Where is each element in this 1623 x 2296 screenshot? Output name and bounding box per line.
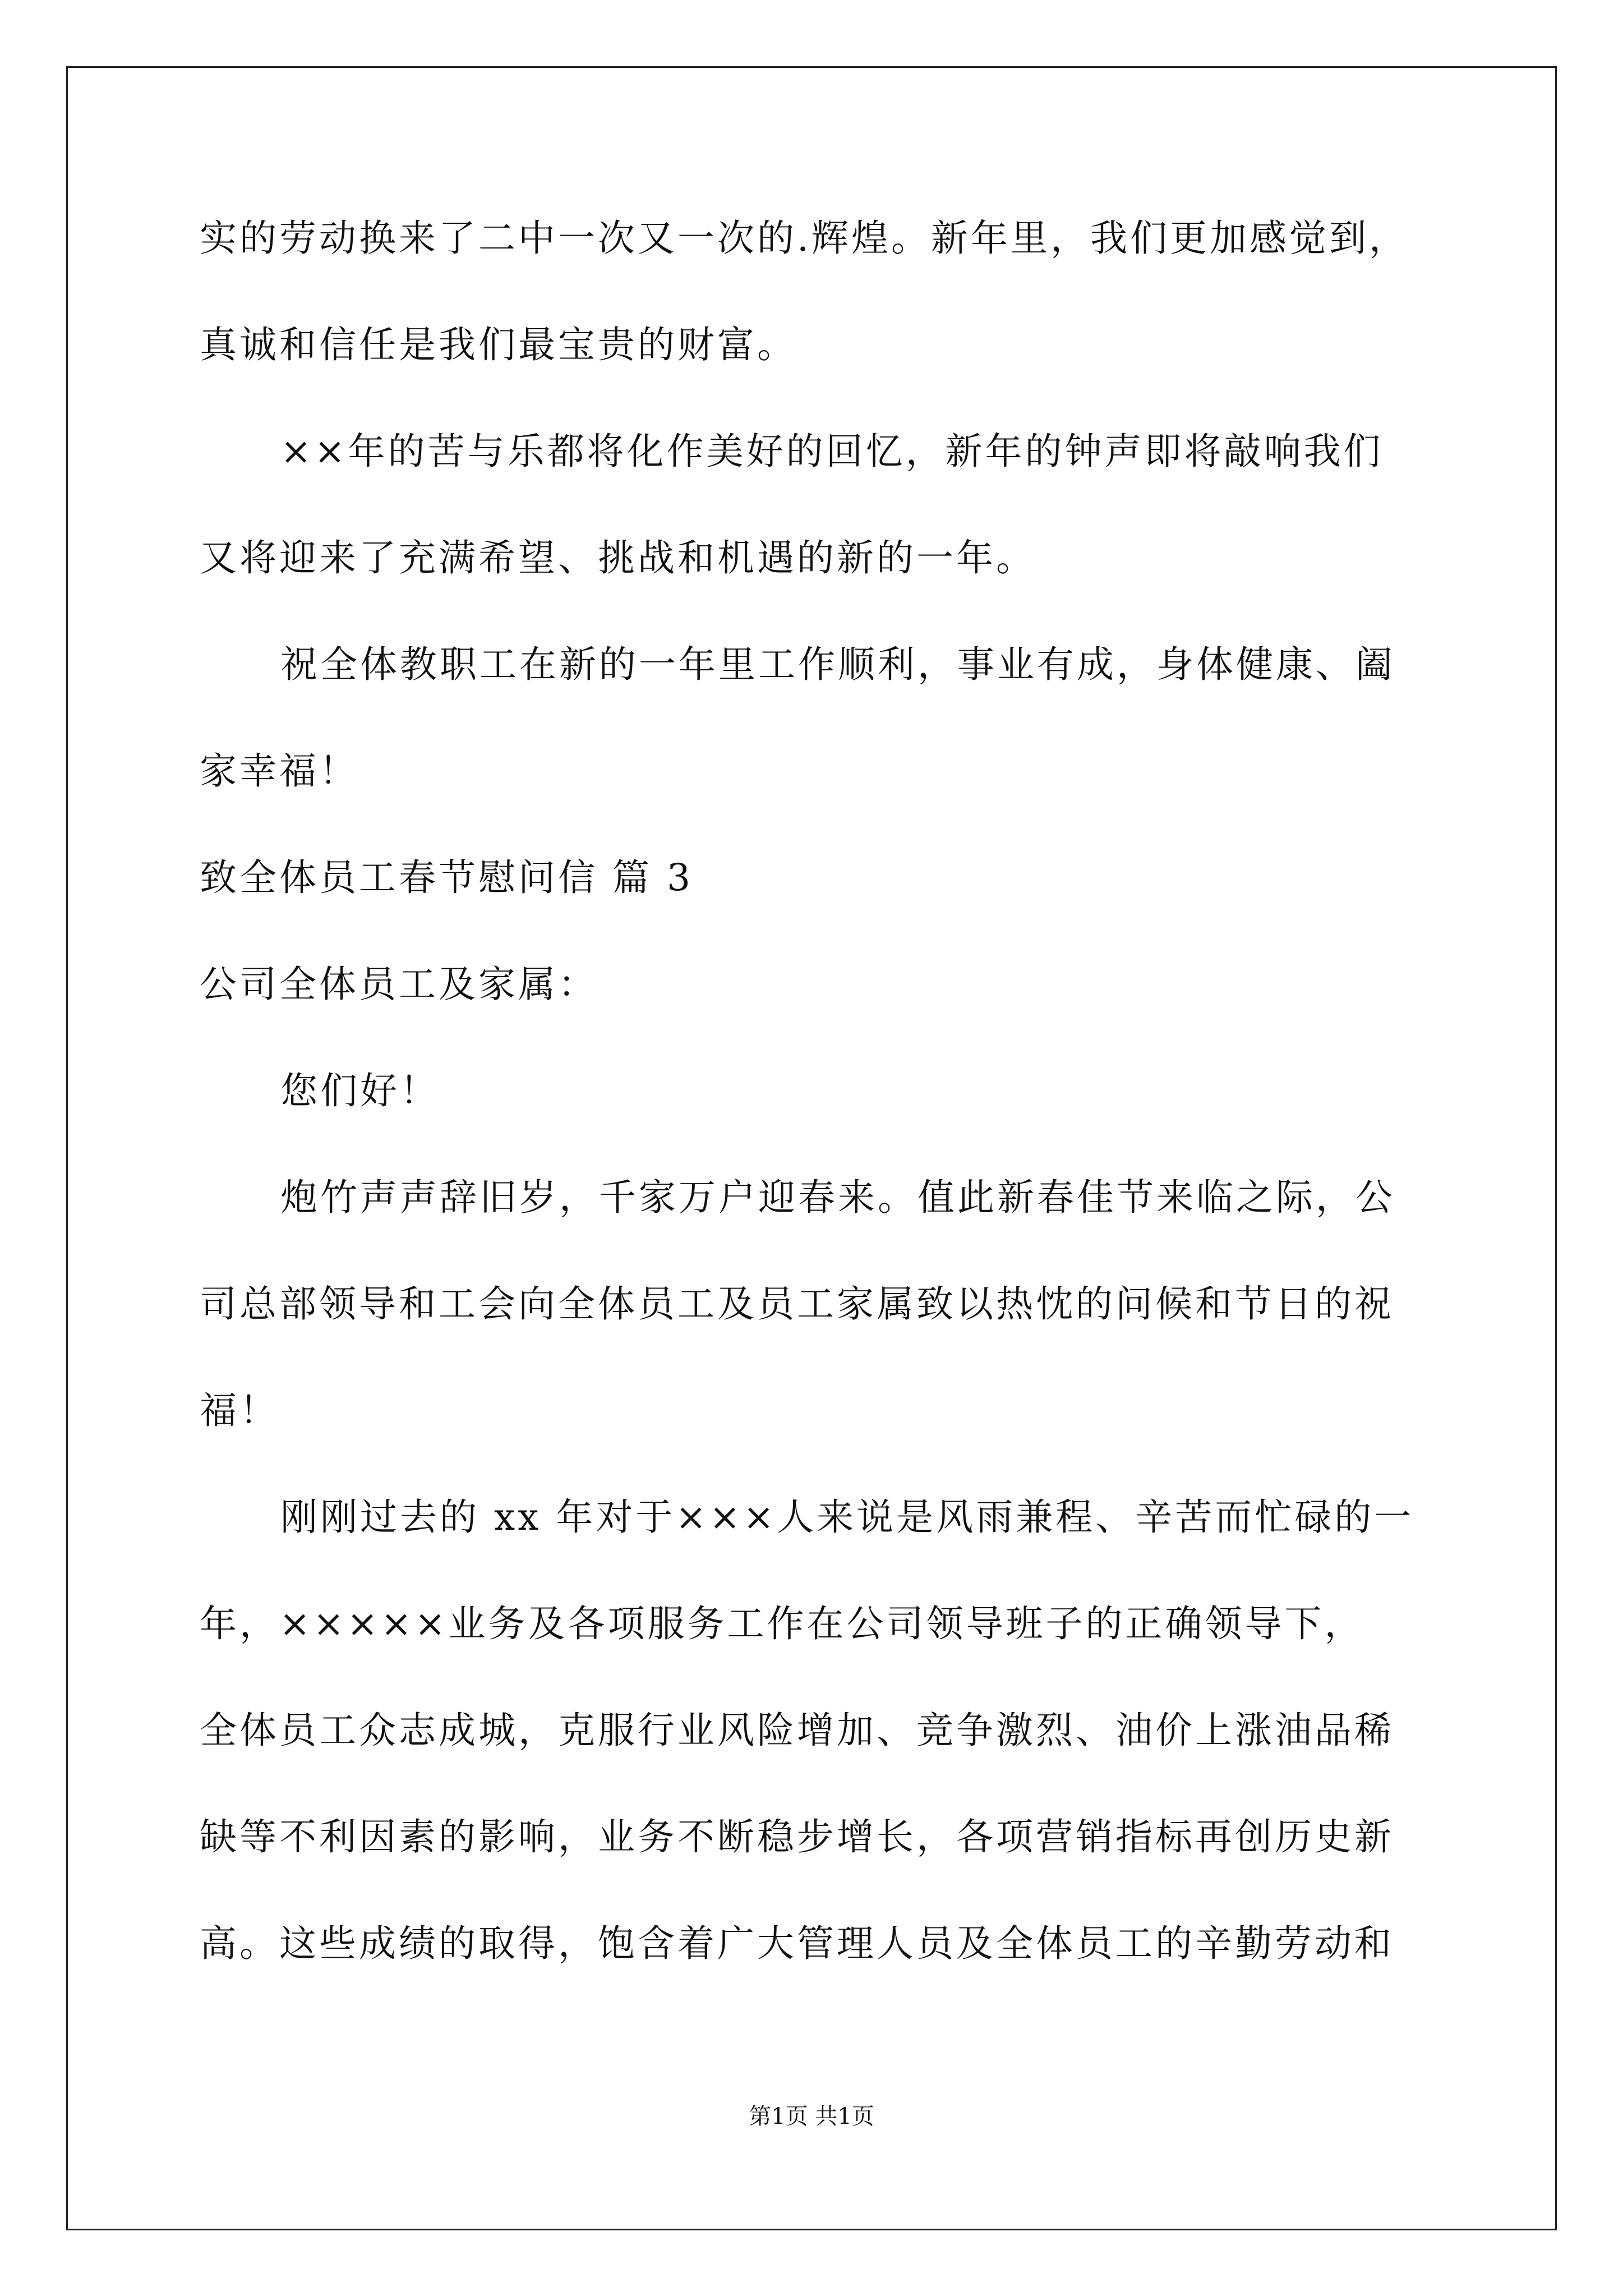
salutation: 公司全体员工及家属： xyxy=(200,963,598,1006)
text-line: 缺等不利因素的影响，业务不断稳步增长，各项营销指标再创历史新 xyxy=(200,1815,1394,1858)
text-line: 真诚和信任是我们最宝贵的财富。 xyxy=(200,323,797,366)
section-heading: 致全体员工春节慰问信 篇 3 xyxy=(200,856,693,899)
text-line: 福！ xyxy=(200,1389,279,1432)
page-border xyxy=(66,66,1557,2230)
paragraph-start: 刚刚过去的 xx 年对于×××人来说是风雨兼程、辛苦而忙碌的一 xyxy=(280,1496,1414,1539)
text-line: 司总部领导和工会向全体员工及员工家属致以热忱的问候和节日的祝 xyxy=(200,1282,1394,1326)
text-line: 家幸福！ xyxy=(200,749,359,793)
paragraph-start: 祝全体教职工在新的一年里工作顺利，事业有成，身体健康、阖 xyxy=(280,643,1395,686)
text-line: 实的劳动换来了二中一次又一次的.辉煌。新年里，我们更加感觉到， xyxy=(200,217,1409,260)
paragraph-start: ××年的苦与乐都将化作美好的回忆，新年的钟声即将敲响我们 xyxy=(280,430,1384,473)
text-line: 高。这些成绩的取得，饱含着广大管理人员及全体员工的辛勤劳动和 xyxy=(200,1922,1394,1965)
paragraph-start: 炮竹声声辞旧岁，千家万户迎春来。值此新春佳节来临之际，公 xyxy=(280,1176,1395,1219)
text-line: 年，×××××业务及各项服务工作在公司领导班子的正确领导下， xyxy=(200,1602,1364,1645)
page-footer: 第1页 共1页 xyxy=(749,2104,874,2129)
text-line: 又将迎来了充满希望、挑战和机遇的新的一年。 xyxy=(200,536,1036,579)
greeting: 您们好！ xyxy=(280,1069,440,1112)
text-line: 全体员工众志成城，克服行业风险增加、竞争激烈、油价上涨油品稀 xyxy=(200,1709,1394,1752)
